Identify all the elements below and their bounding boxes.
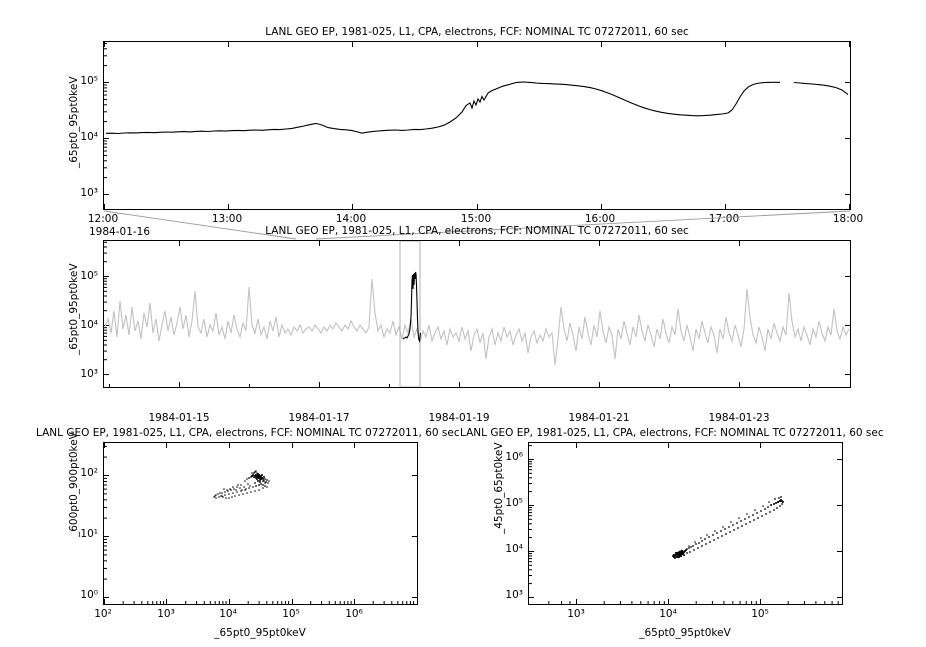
top-xtick-0: 12:00: [87, 213, 119, 225]
middle-xtick-1: 1984-01-17: [288, 412, 350, 424]
middle-ytick-2: 10⁵: [80, 270, 98, 282]
bottom-left-axes: [103, 442, 418, 605]
top-xtick-2: 14:00: [335, 213, 367, 225]
br-xtick-0: 10³: [567, 608, 585, 620]
middle-panel-title: LANL GEO EP, 1981-025, L1, CPA, electrons, FCF: NOMINAL TC 07272011, 60 sec: [265, 225, 689, 237]
bottom-left-points: [213, 470, 270, 499]
middle-xtick-4: 1984-01-23: [708, 412, 770, 424]
middle-panel-ylabel: _65pt0_95pt0keV: [68, 263, 80, 355]
top-xtick-4: 16:00: [584, 213, 616, 225]
middle-panel-axes: [103, 240, 851, 388]
br-xtick-1: 10⁴: [659, 608, 677, 620]
top-ytick-0: 10³: [80, 187, 98, 199]
bottom-left-panel-title: LANL GEO EP, 1981-025, L1, CPA, electrons, FCF: NOMINAL TC 07272011, 60 sec: [36, 427, 460, 439]
bottom-right-axes: [528, 442, 843, 605]
bl-ytick-1: 10¹: [80, 528, 98, 540]
middle-xtick-3: 1984-01-21: [568, 412, 630, 424]
middle-xtick-0: 1984-01-15: [148, 412, 210, 424]
bl-xtick-1: 10³: [157, 608, 175, 620]
br-ytick-3: 10⁶: [505, 451, 523, 463]
middle-xtick-2: 1984-01-19: [428, 412, 490, 424]
bottom-left-plot: [104, 443, 417, 604]
top-ytick-1: 10⁴: [80, 131, 98, 143]
top-date-caption: 1984-01-16: [89, 226, 151, 238]
bl-xtick-3: 10⁵: [282, 608, 300, 620]
top-xtick-1: 13:00: [211, 213, 243, 225]
middle-ytick-0: 10³: [80, 368, 98, 380]
bl-ytick-2: 10²: [80, 467, 98, 479]
bottom-right-panel-title: LANL GEO EP, 1981-025, L1, CPA, electrons, FCF: NOMINAL TC 07272011, 60 sec: [460, 427, 884, 439]
bl-ytick-0: 10⁰: [80, 589, 98, 601]
bottom-right-plot: [529, 443, 842, 604]
top-panel-ylabel: _65pt0_95pt0keV: [68, 76, 80, 168]
bottom-left-xlabel: _65pt0_95pt0keV: [214, 627, 306, 639]
bl-xtick-4: 10⁶: [345, 608, 363, 620]
bl-xtick-2: 10⁴: [219, 608, 237, 620]
br-ytick-2: 10⁵: [505, 497, 523, 509]
middle-ytick-1: 10⁴: [80, 319, 98, 331]
top-xtick-5: 17:00: [708, 213, 740, 225]
bottom-right-xlabel: _65pt0_95pt0keV: [639, 627, 731, 639]
bottom-right-ylabel: _45pt0_65pt0keV: [493, 442, 505, 534]
br-ytick-1: 10⁴: [505, 543, 523, 555]
bl-xtick-0: 10²: [94, 608, 112, 620]
top-xtick-6: 18:00: [832, 213, 864, 225]
middle-panel-plot: [104, 241, 850, 387]
top-panel-axes: [103, 41, 851, 210]
top-xtick-3: 15:00: [460, 213, 492, 225]
top-panel-plot: [104, 42, 850, 209]
br-xtick-2: 10⁵: [751, 608, 769, 620]
br-ytick-0: 10³: [505, 589, 523, 601]
bottom-right-points: [672, 496, 784, 559]
top-ytick-2: 10⁵: [80, 75, 98, 87]
top-panel-title: LANL GEO EP, 1981-025, L1, CPA, electrons, FCF: NOMINAL TC 07272011, 60 sec: [265, 26, 689, 38]
bottom-left-ylabel: _600pt0_900pt0keV: [68, 432, 80, 537]
